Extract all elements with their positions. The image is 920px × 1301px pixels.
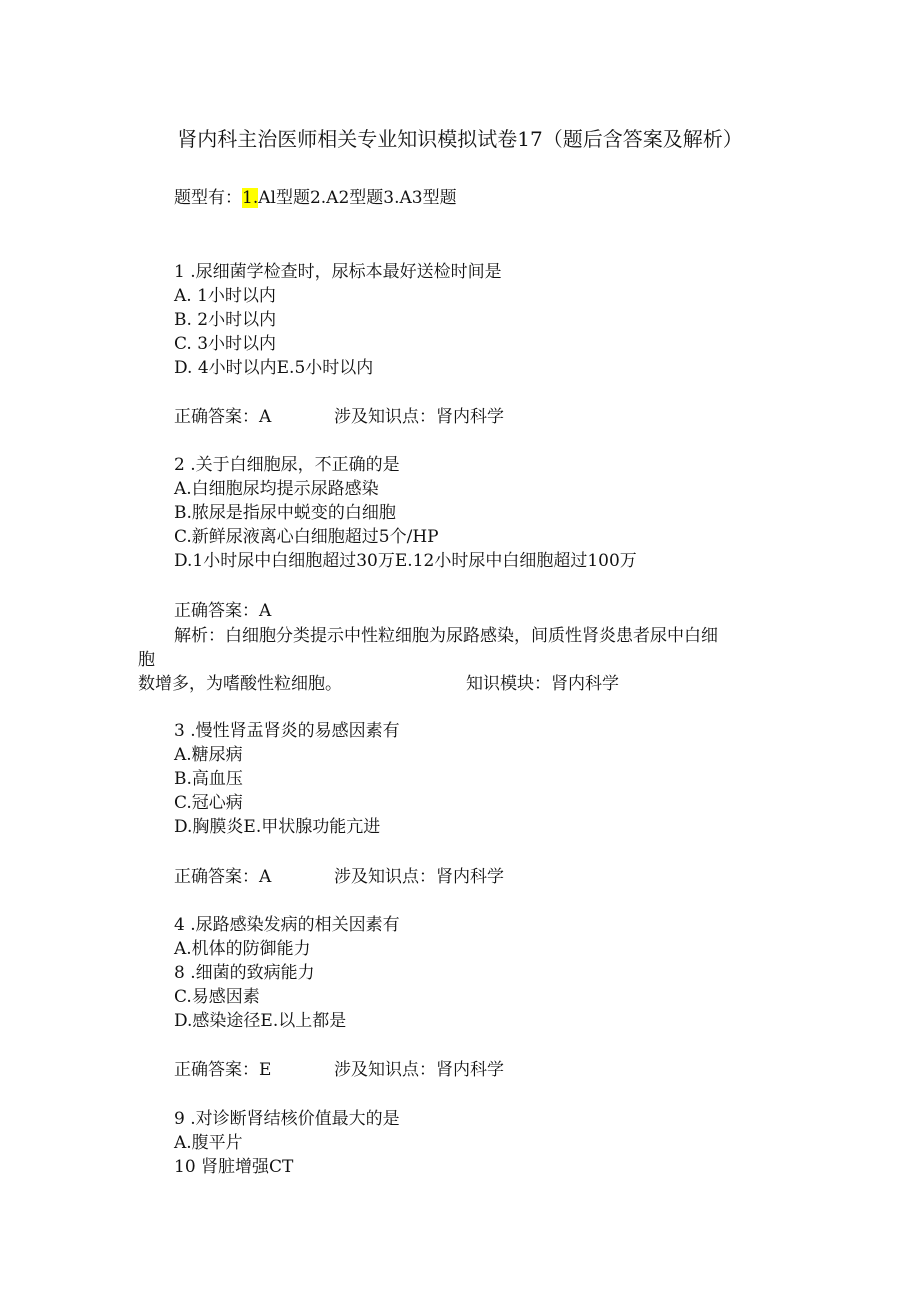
question-2-option-a: A.白细胞尿均提示尿路感染 <box>174 479 379 499</box>
question-2-knowledge-module: 知识模块：肾内科学 <box>466 674 619 694</box>
question-3-option-c: C.冠心病 <box>174 793 243 813</box>
question-3-option-b: B.高血压 <box>174 769 243 789</box>
question-2-option-b: B.脓尿是指尿中蜕变的白细胞 <box>174 503 396 523</box>
question-5-option-b: 10 肾脏增强CT <box>174 1157 294 1177</box>
question-2-stem: 2 .关于白细胞尿，不正确的是 <box>174 455 400 475</box>
question-4-option-a: A.机体的防御能力 <box>174 939 311 959</box>
question-4-option-d: D.感染途径E.以上都是 <box>174 1011 347 1031</box>
question-2-analysis-line-1: 解析：白细胞分类提示中性粒细胞为尿路感染，间质性肾炎患者尿中白细 <box>174 626 718 646</box>
question-5-stem: 9 .对诊断肾结核价值最大的是 <box>174 1109 400 1129</box>
question-2-option-d: D.1小时尿中白细胞超过30万E.12小时尿中白细胞超过100万 <box>174 551 637 571</box>
question-3-answer: 正确答案：A <box>174 867 272 887</box>
question-5-option-a: A.腹平片 <box>174 1133 243 1153</box>
question-1-option-a: A. 1小时以内 <box>174 286 276 306</box>
question-4-knowledge-point: 涉及知识点：肾内科学 <box>334 1060 504 1080</box>
question-3-stem: 3 .慢性肾盂肾炎的易感因素有 <box>174 721 400 741</box>
question-2-answer: 正确答案：A <box>174 601 272 621</box>
question-3-option-a: A.糖尿病 <box>174 745 243 765</box>
question-3-option-d: D.胸膜炎E.甲状腺功能亢进 <box>174 817 381 837</box>
question-3-answer-row <box>174 866 504 888</box>
question-types-list: Al型题2.A2型题3.A3型题 <box>258 188 457 208</box>
question-2-analysis-line-3: 数增多，为嗜酸性粒细胞。 <box>138 674 342 694</box>
question-1-answer-row <box>174 406 504 428</box>
question-types <box>174 187 457 209</box>
highlighted-text: 1. <box>242 188 259 208</box>
question-1-option-d: D. 4小时以内E.5小时以内 <box>174 358 374 378</box>
question-4-option-b: 8 .细菌的致病能力 <box>174 963 315 983</box>
question-4-option-c: C.易感因素 <box>174 987 260 1007</box>
question-1-answer: 正确答案：A <box>174 407 272 427</box>
question-2-option-c: C.新鲜尿液离心白细胞超过5个/HP <box>174 527 439 547</box>
page-title: 肾内科主治医师相关专业知识模拟试卷17（题后含答案及解析） <box>177 127 743 151</box>
question-1-knowledge-point: 涉及知识点：肾内科学 <box>334 407 504 427</box>
question-types-prefix: 题型有： <box>174 188 242 208</box>
question-4-answer-row <box>174 1059 504 1081</box>
question-4-answer: 正确答案：E <box>174 1060 272 1080</box>
question-1-option-c: C. 3小时以内 <box>174 334 277 354</box>
question-1-option-b: B. 2小时以内 <box>174 310 277 330</box>
question-1-stem: 1 .尿细菌学检查时，尿标本最好送检时间是 <box>174 262 502 282</box>
question-2-analysis-line-2: 胞 <box>138 650 155 670</box>
question-4-stem: 4 .尿路感染发病的相关因素有 <box>174 915 400 935</box>
question-3-knowledge-point: 涉及知识点：肾内科学 <box>334 867 504 887</box>
